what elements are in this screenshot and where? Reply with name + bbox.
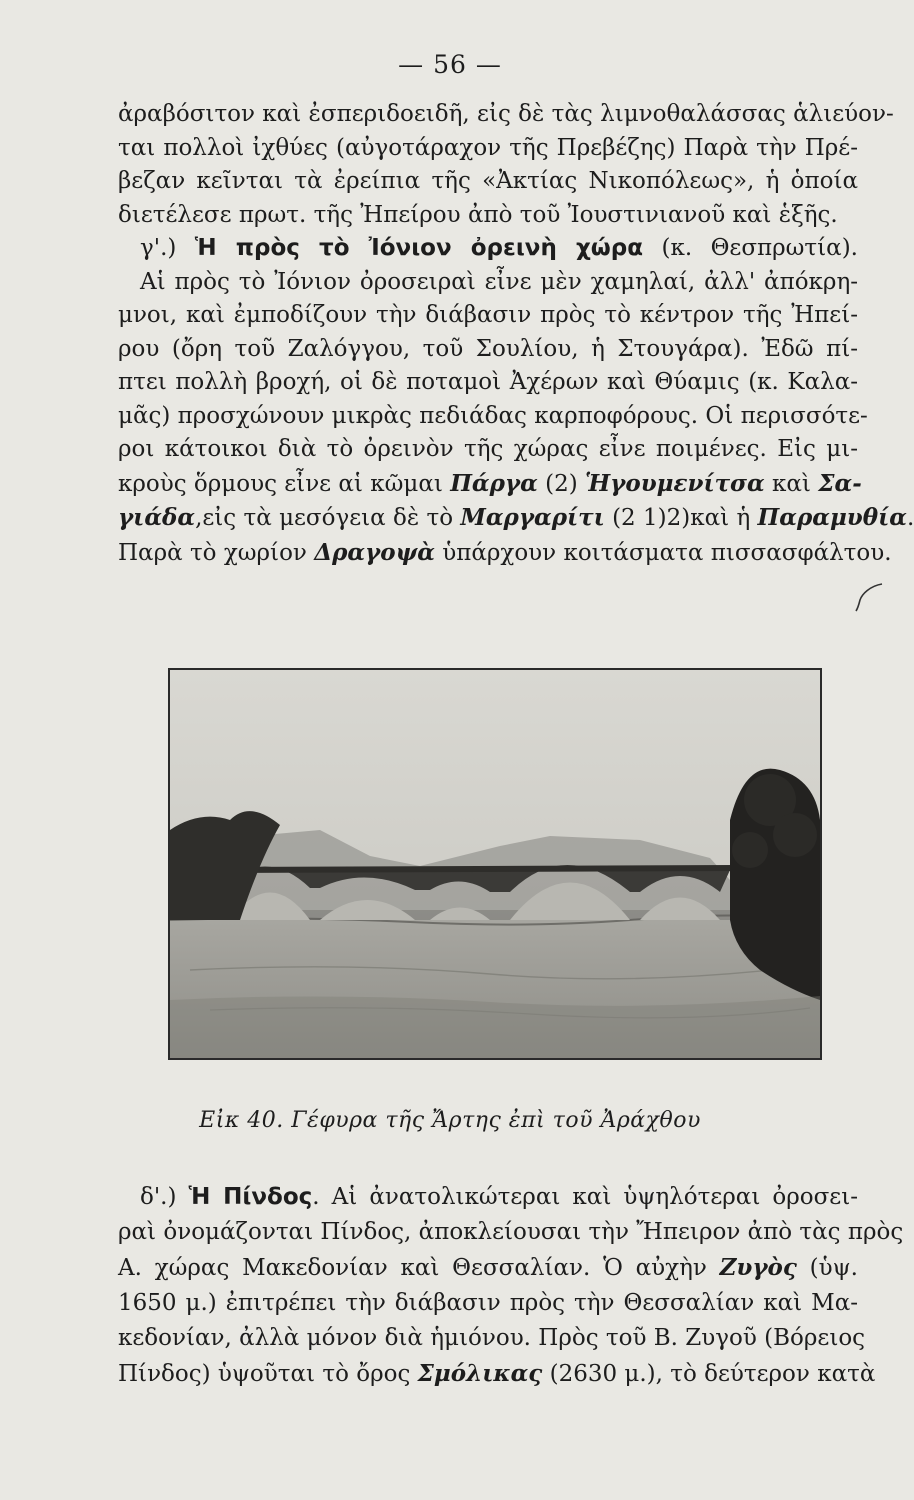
text-run: . [906,505,914,531]
text-line [118,1180,858,1215]
text-run: Πίνδος) ὑψοῦται τὸ ὄρος [118,1361,418,1387]
text-run: ,εἰς τὰ μεσόγεια δὲ τὸ [195,505,461,531]
section-region: (κ. Θεσπρωτία). [661,235,858,261]
bridge-photograph [168,668,822,1060]
text-line: διετέλεσε πρωτ. τῆς Ἠπείρου ἀπὸ τοῦ Ἰουστινιανοῦ καὶ ἑξῆς. [118,201,838,228]
text-run: (ὑψ. [796,1255,858,1281]
place-name: Δραγοψὰ [314,538,435,566]
section-label: γ'.) [140,235,177,261]
lower-text-block [118,1180,904,1392]
place-name: Σμόλικας [417,1360,543,1387]
place-name: γιάδα [118,504,196,531]
text-run: (2630 μ.), τὸ δεύτερον κατὰ [542,1361,876,1387]
place-name: Ζυγὸς [719,1254,797,1281]
text-line: πτει πολλὴ βροχή, οἱ δὲ ποταμοὶ Ἀχέρων καὶ Θύαμις (κ. Καλα- [118,369,858,395]
page-number: — 56 — [398,50,502,79]
text-line: ροι κάτοικοι διὰ τὸ ὀρεινὸν τῆς χώρας εἶνε ποιμένες. Εἰς μι- [118,436,858,462]
text-line [118,1356,876,1392]
text-line: ἀραβόσιτον καὶ ἐσπεριδοειδῆ, εἰς δὲ τὰς λιμνοθαλάσσας ἁλιεύον- [118,101,894,127]
text-line: ρου (ὄρη τοῦ Ζαλόγγου, τοῦ Σουλίου, ἡ Στουγάρα). Ἐδῶ πί- [118,335,858,362]
margin-pencil-mark [852,580,886,614]
text-run: (2 1)2)καὶ ἡ [604,505,758,531]
place-name: Πάργα [450,469,538,497]
bridge-illustration [170,670,820,1058]
text-line: ραὶ ὀνομάζονται Πίνδος, ἀποκλείουσαι τὴν Ἤπειρον ἀπὸ τὰς πρὸς [118,1219,904,1245]
text-line [118,501,914,536]
text-line [118,467,862,502]
text-run: ὑπάρχουν κοιτάσματα πισσασφάλτου. [434,539,892,566]
text-line: μνοι, καὶ ἐμποδίζουν τὴν διάβασιν πρὸς τὸ κέντρον τῆς Ἠπεί- [118,302,858,328]
place-name: Σα- [818,469,862,497]
section-title: Ἡ πρὸς τὸ Ἰόνιον ὀρεινὴ χώρα [194,235,644,261]
place-name: Παραμυθία [757,504,907,531]
text-run: (2) [537,470,586,497]
text-run: καὶ [764,470,819,497]
text-run: . Αἱ ἀνατολικώτεραι καὶ ὑψηλότεραι ὀροσει- [312,1184,859,1210]
text-run: Α. χώρας Μακεδονίαν καὶ Θεσσαλίαν. Ὁ αὐχὴν [118,1255,720,1281]
text-run: κροὺς ὅρμους εἶνε αἱ κῶμαι [118,470,451,497]
section-heading-g [118,232,858,266]
text-line: μᾶς) προσχώνουν μικρὰς πεδιάδας καρποφόρους. Οἱ περισσότε- [118,402,868,429]
figure-caption: Εἰκ 40. Γέφυρα τῆς Ἄρτης ἐπὶ τοῦ Ἀράχθου [199,1108,701,1133]
text-line [118,1250,858,1286]
text-run: Παρὰ τὸ χωρίον [118,539,315,566]
text-line: Αἱ πρὸς τὸ Ἰόνιον ὀροσειραὶ εἶνε μὲν χαμηλαί, ἀλλ' ἀπόκρη- [140,268,858,295]
text-line [118,536,892,571]
section-title: Ἡ Πίνδος [188,1184,313,1210]
text-line: 1650 μ.) ἐπιτρέπει τὴν διάβασιν πρὸς τὴν Θεσσαλίαν καὶ Μα- [118,1290,858,1316]
place-name: Μαργαρίτι [460,504,605,531]
section-label: δ'.) [140,1184,177,1210]
upper-text-block [118,98,914,570]
place-name: Ἡγουμενίτσα [585,469,765,497]
text-line: κεδονίαν, ἀλλὰ μόνον διὰ ἡμιόνου. Πρὸς τοῦ Β. Ζυγοῦ (Βόρειος [118,1325,866,1351]
text-line: ται πολλοὶ ἰχθύες (αὐγοτάραχον τῆς Πρεβέζης) Παρὰ τὴν Πρέ- [118,134,858,161]
text-line: βεζαν κεῖνται τὰ ἐρείπια τῆς «Ἀκτίας Νικοπόλεως», ἡ ὁποία [118,168,858,194]
